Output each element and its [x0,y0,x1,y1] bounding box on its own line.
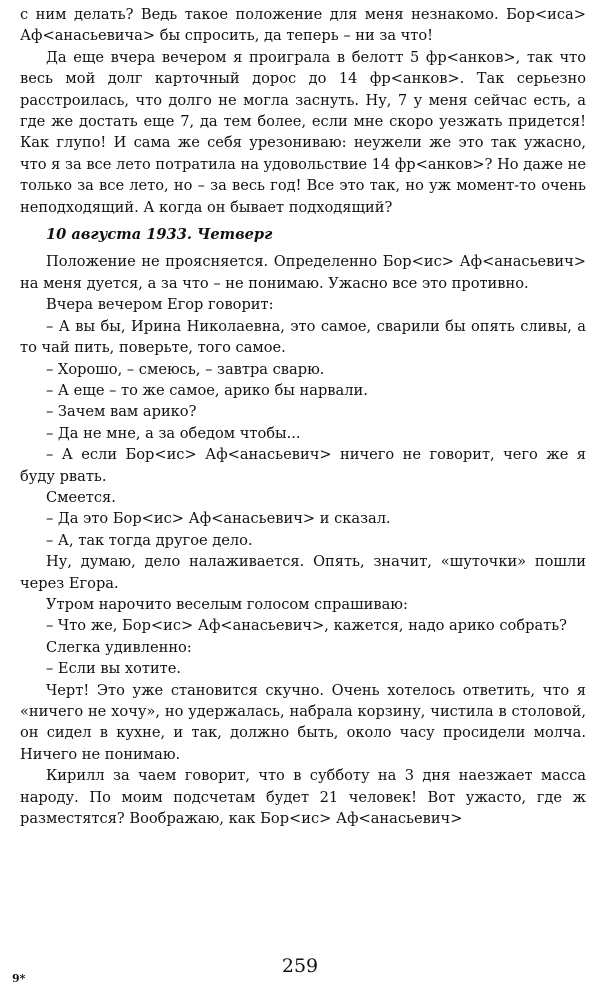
paragraph: Ну, думаю, дело налаживается. Опять, значит, «шуточки» пошли через Егора. [20,553,586,592]
paragraph: Положение не проясняется. Определенно Бор<ис> Аф<анасьевич> на меня дуется, а за что – не понимаю. Ужасно все это противно. [20,253,586,292]
dialogue-line: – Если вы хотите. [46,660,182,678]
dialogue-line: – Хорошо, – смеюсь, – завтра сварю. [46,360,325,378]
paragraph: Вчера вечером Егор говорит: [46,296,274,314]
paragraph: Слегка удивленно: [46,638,192,656]
paragraph: Смеется. [46,488,116,506]
dialogue-line: – А еще – то же самое, арико бы нарвали. [46,381,368,399]
paragraph: Черт! Это уже становится скучно. Очень хотелось ответить, что я «ничего не хочу», но удержалась, набрала корзину, чистила в столовой, он сидел в кухне, и так, должно быть, около часу просидели молча. Ничего не понимаю. [20,681,586,763]
dialogue-line: – А вы бы, Ирина Николаевна, это самое, сварили бы опять сливы, а то чай пить, поверьте, того самое. [20,317,586,357]
dialogue-line: – А, так тогда другое дело. [46,531,253,549]
dialogue-line: – Да не мне, а за обедом чтобы... [46,424,301,442]
page-number: 259 [281,955,319,977]
paragraph-continuation: с ним делать? Ведь такое положение для меня незнакомо. Бор<иса> Аф<анасьевича> бы спросить, да теперь – ни за что! [20,6,586,45]
dialogue-line: – Что же, Бор<ис> Аф<анасьевич>, кажется, надо арико собрать? [46,617,567,635]
paragraph: Кирилл за чаем говорит, что в субботу на 3 дня наезжает масса народу. По моим подсчетам будет 21 человек! Вот ужасто, где ж разместятся? Воображаю, как Бор<ис> Аф<анасьевич> [20,767,586,828]
paragraph-card-debt: Да еще вчера вечером я проиграла в белотт 5 фр<анков>, так что весь мой долг карточный дорос до 14 фр<анков>. Так серьезно расстроилась, что долго не могла заснуть. Ну, 7 у меня сейчас есть, а где же достать еще 7, да тем более, если мне скоро уезжать придется! Как глупо! И сама же себя урезониваю: неужели же это так ужасно, что я за все лето потратила на удовольствие 14 фр<анков>? Но даже не только за все лето, но – за весь год! Все это так, но уж момент-то очень неподходящий. А когда он бывает подходящий? [20,48,586,216]
dialogue-line: – А если Бор<ис> Аф<анасьевич> ничего не говорит, чего же я буду рвать. [20,446,586,485]
printer-signature-mark: 9* [12,972,26,985]
dialogue-line: – Зачем вам арико? [46,403,197,421]
dialogue-line: – Да это Бор<ис> Аф<анасьевич> и сказал. [46,510,391,528]
paragraph: Утром нарочито веселым голосом спрашиваю: [46,595,408,613]
book-page-text [20,4,586,829]
diary-entry-date-heading: 10 августа 1933. Четверг [46,226,273,244]
